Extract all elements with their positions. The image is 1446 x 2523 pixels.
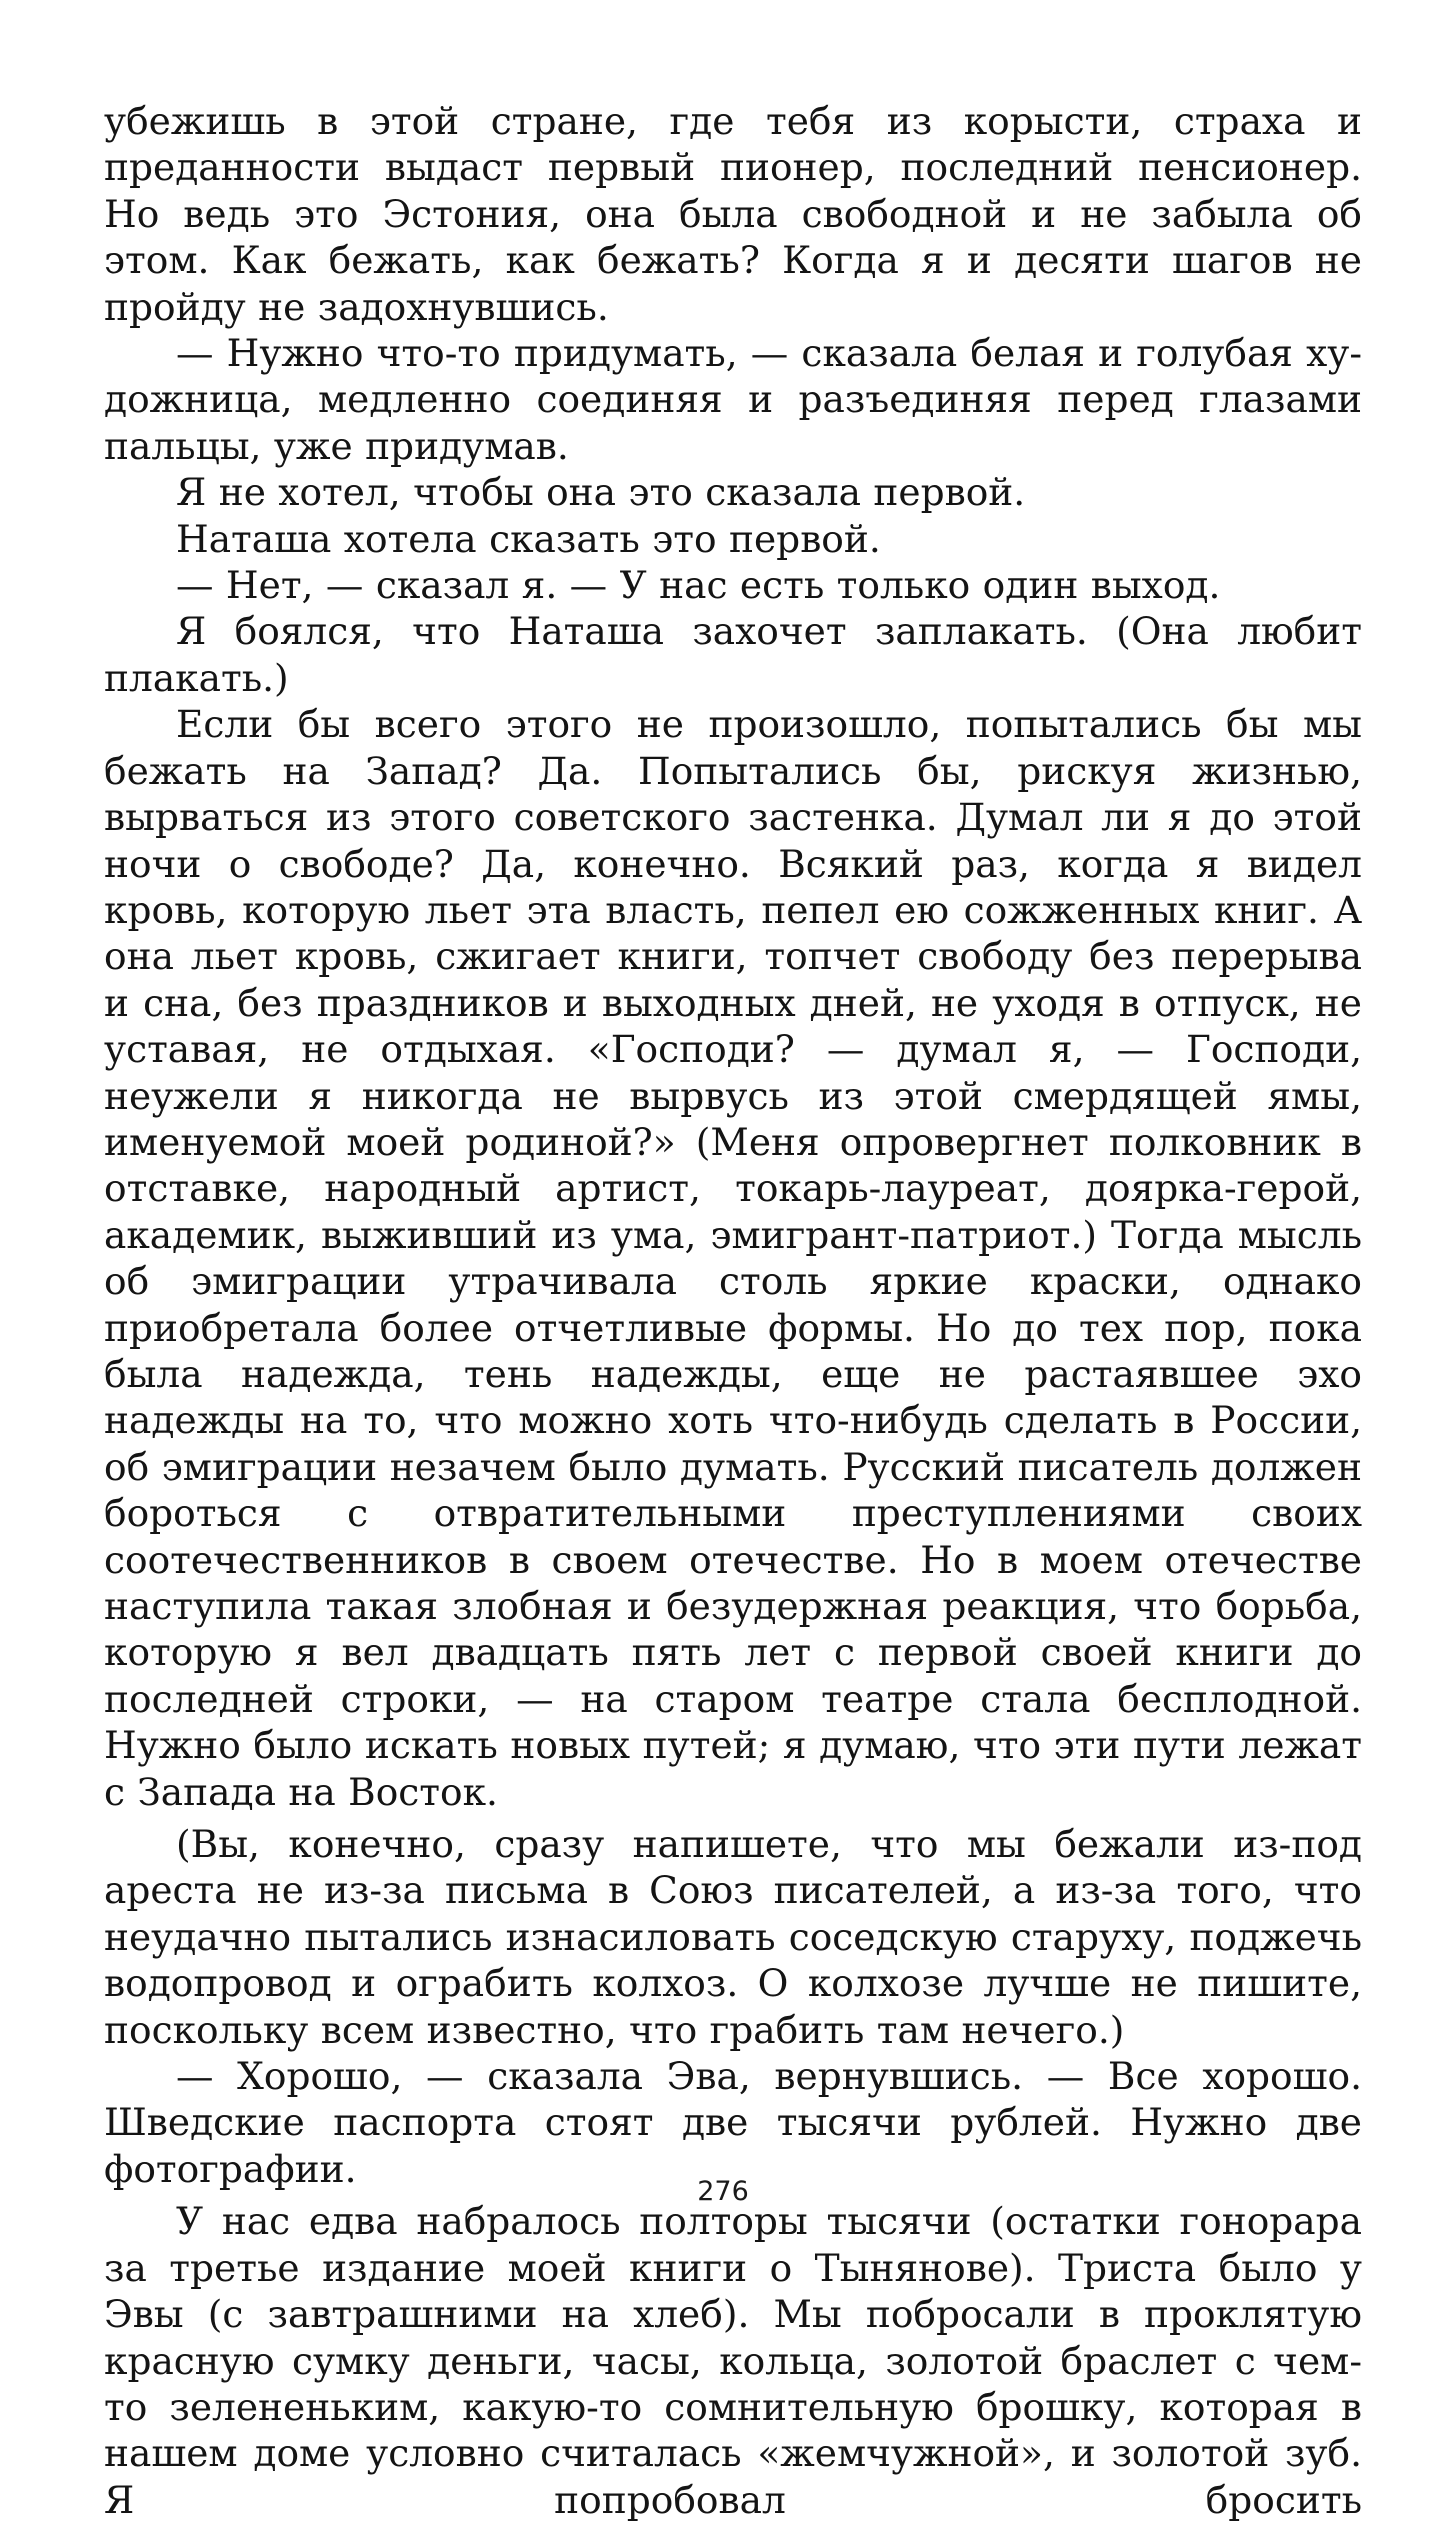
page-number: 276 bbox=[697, 2176, 749, 2207]
paragraph-1: убежишь в этой стране, где тебя из корысти, страха и преданности выдаст первый пионер, последний пенсионер. Но ведь это Эстония, она была свободной и не забыла об этом. Как бежать, как бежать? Когда я и десяти шагов не пройду не задохнувшись. bbox=[104, 99, 1362, 329]
paragraph-8: (Вы, конечно, сразу напишете, что мы бежали из-под ареста не из-за письма в Союз писателей, а из-за того, что неудачно пытались изнасиловать соседскую старуху, поджечь водопровод и ограбить колхоз. О колхозе лучше не пишите, поскольку всем известно, что грабить там нечего.) bbox=[104, 1822, 1362, 2052]
page-body bbox=[104, 98, 1362, 2523]
paragraph-5: — Нет, — сказал я. — У нас есть только один выход. bbox=[176, 563, 1221, 608]
paragraph-9: — Хорошо, — сказала Эва, вернувшись. — Все хорошо. Шведские паспорта стоят две тысячи рублей. Нужно две фотографии. bbox=[104, 2054, 1362, 2191]
paragraph-4: Наташа хотела сказать это первой. bbox=[176, 516, 881, 561]
paragraph-7: Если бы всего этого не произошло, попытались бы мы бежать на Запад? Да. Попытались бы, рискуя жизнью, вырваться из этого советского застенка. Думал ли я до этой ночи о свободе? Да, конечно. Всякий раз, когда я видел кровь, которую льет эта власть, пепел ею сожженных книг. А она льет кровь, сжигает книги, топчет свободу без перерыва и сна, без праздников и выходных дней, не уходя в отпуск, не уставая, не отдыхая. «Господи? — думал я, — Господи, неужели я никогда не вырвусь из этой смердящей ямы, именуемой моей родиной?» (Меня опровергнет полковник в отставке, народный артист, токарь-лауреат, доярка-герой, академик, выживший из ума, эмигрант-патриот.) Тогда мысль об эмиграции утрачивала столь яркие краски, однако приобретала более отчетливые формы. Но до тех пор, пока была надежда, тень надежды, еще не растаявшее эхо надежды на то, что можно хоть что-нибудь сделать в России, об эмиграции незачем было думать. Русский писатель должен бороться с отвратительными преступлениями своих соотечественников в своем отечестве. Но в моем отечестве наступила такая злобная и безудержная реакция, что борьба, которую я вел двадцать пять лет с первой своей книги до последней строки, — на старом театре стала бесплодной. Нужно было искать новых путей; я думаю, что эти пути лежат с Запада на Восток. bbox=[104, 702, 1362, 1814]
paragraph-10: У нас едва набралось полторы тысячи (остатки гонорара за третье издание моей книги о Тынянове). Триста было у Эвы (с завтрашними на хлеб). Мы побросали в проклятую красную сумку деньги, часы, кольца, золотой браслет с чем-то зелененьким, какую-то сомнительную брошку, которая в нашем доме условно считалась «жемчужной», и золотой зуб. Я попробовал бросить bbox=[104, 2199, 1362, 2522]
paragraph-2: — Нужно что-то придумать, — сказала белая и голубая художница, медленно соединяя и разъединяя перед глазами пальцы, уже придумав. bbox=[104, 331, 1362, 468]
paragraph-6: Я боялся, что Наташа захочет заплакать. (Она любит плакать.) bbox=[104, 609, 1362, 700]
paragraph-3: Я не хотел, чтобы она это сказала первой. bbox=[176, 470, 1026, 515]
